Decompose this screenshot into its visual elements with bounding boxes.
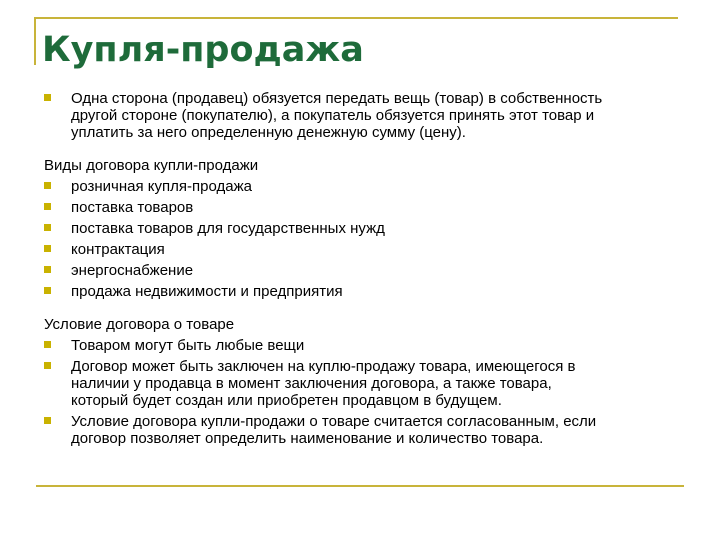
type-item-label: энергоснабжение — [71, 262, 194, 279]
top-rule — [36, 17, 678, 19]
square-bullet-icon — [44, 94, 51, 101]
type-item-label: поставка товаров для государственных нужд — [71, 220, 385, 237]
condition-item — [44, 413, 684, 447]
condition-line: Товаром могут быть любые вещи — [71, 337, 305, 354]
type-item-label: продажа недвижимости и предприятия — [71, 283, 343, 300]
square-bullet-icon — [44, 266, 51, 273]
intro-line: Одна сторона (продавец) обязуется передать вещь (товар) в собственность — [71, 90, 603, 107]
square-bullet-icon — [44, 245, 51, 252]
square-bullet-icon — [44, 182, 51, 189]
types-heading: Виды договора купли-продажи — [44, 157, 259, 174]
type-item — [44, 283, 684, 300]
condition-item — [44, 337, 684, 354]
type-item-label: розничная купля-продажа — [71, 178, 252, 195]
condition-item — [44, 358, 684, 409]
condition-line: наличии у продавца в момент заключения договора, а также товара, — [71, 375, 552, 392]
type-item — [44, 262, 684, 279]
type-item-label: поставка товаров — [71, 199, 194, 216]
slide-title: Купля-продажа — [42, 30, 364, 70]
condition-line: который будет создан или приобретен продавцом в будущем. — [71, 392, 502, 409]
intro-bullet — [44, 90, 684, 141]
type-item — [44, 178, 684, 195]
conditions-heading: Условие договора о товаре — [44, 316, 235, 333]
square-bullet-icon — [44, 362, 51, 369]
square-bullet-icon — [44, 224, 51, 231]
condition-line: договор позволяет определить наименование и количество товара. — [71, 430, 544, 447]
square-bullet-icon — [44, 203, 51, 210]
type-item — [44, 199, 684, 216]
type-item — [44, 220, 684, 237]
intro-line: другой стороне (покупателю), а покупатель обязуется принять этот товар и — [71, 107, 595, 124]
bottom-rule — [36, 485, 684, 487]
square-bullet-icon — [44, 287, 51, 294]
condition-line: Договор может быть заключен на куплю-продажу товара, имеющегося в — [71, 358, 576, 375]
type-item-label: контрактация — [71, 241, 165, 258]
left-rule — [34, 17, 36, 65]
intro-line: уплатить за него определенную денежную сумму (цену). — [71, 124, 466, 141]
square-bullet-icon — [44, 341, 51, 348]
square-bullet-icon — [44, 417, 51, 424]
type-item — [44, 241, 684, 258]
slide-content — [44, 90, 684, 451]
condition-line: Условие договора купли-продажи о товаре считается согласованным, если — [71, 413, 597, 430]
